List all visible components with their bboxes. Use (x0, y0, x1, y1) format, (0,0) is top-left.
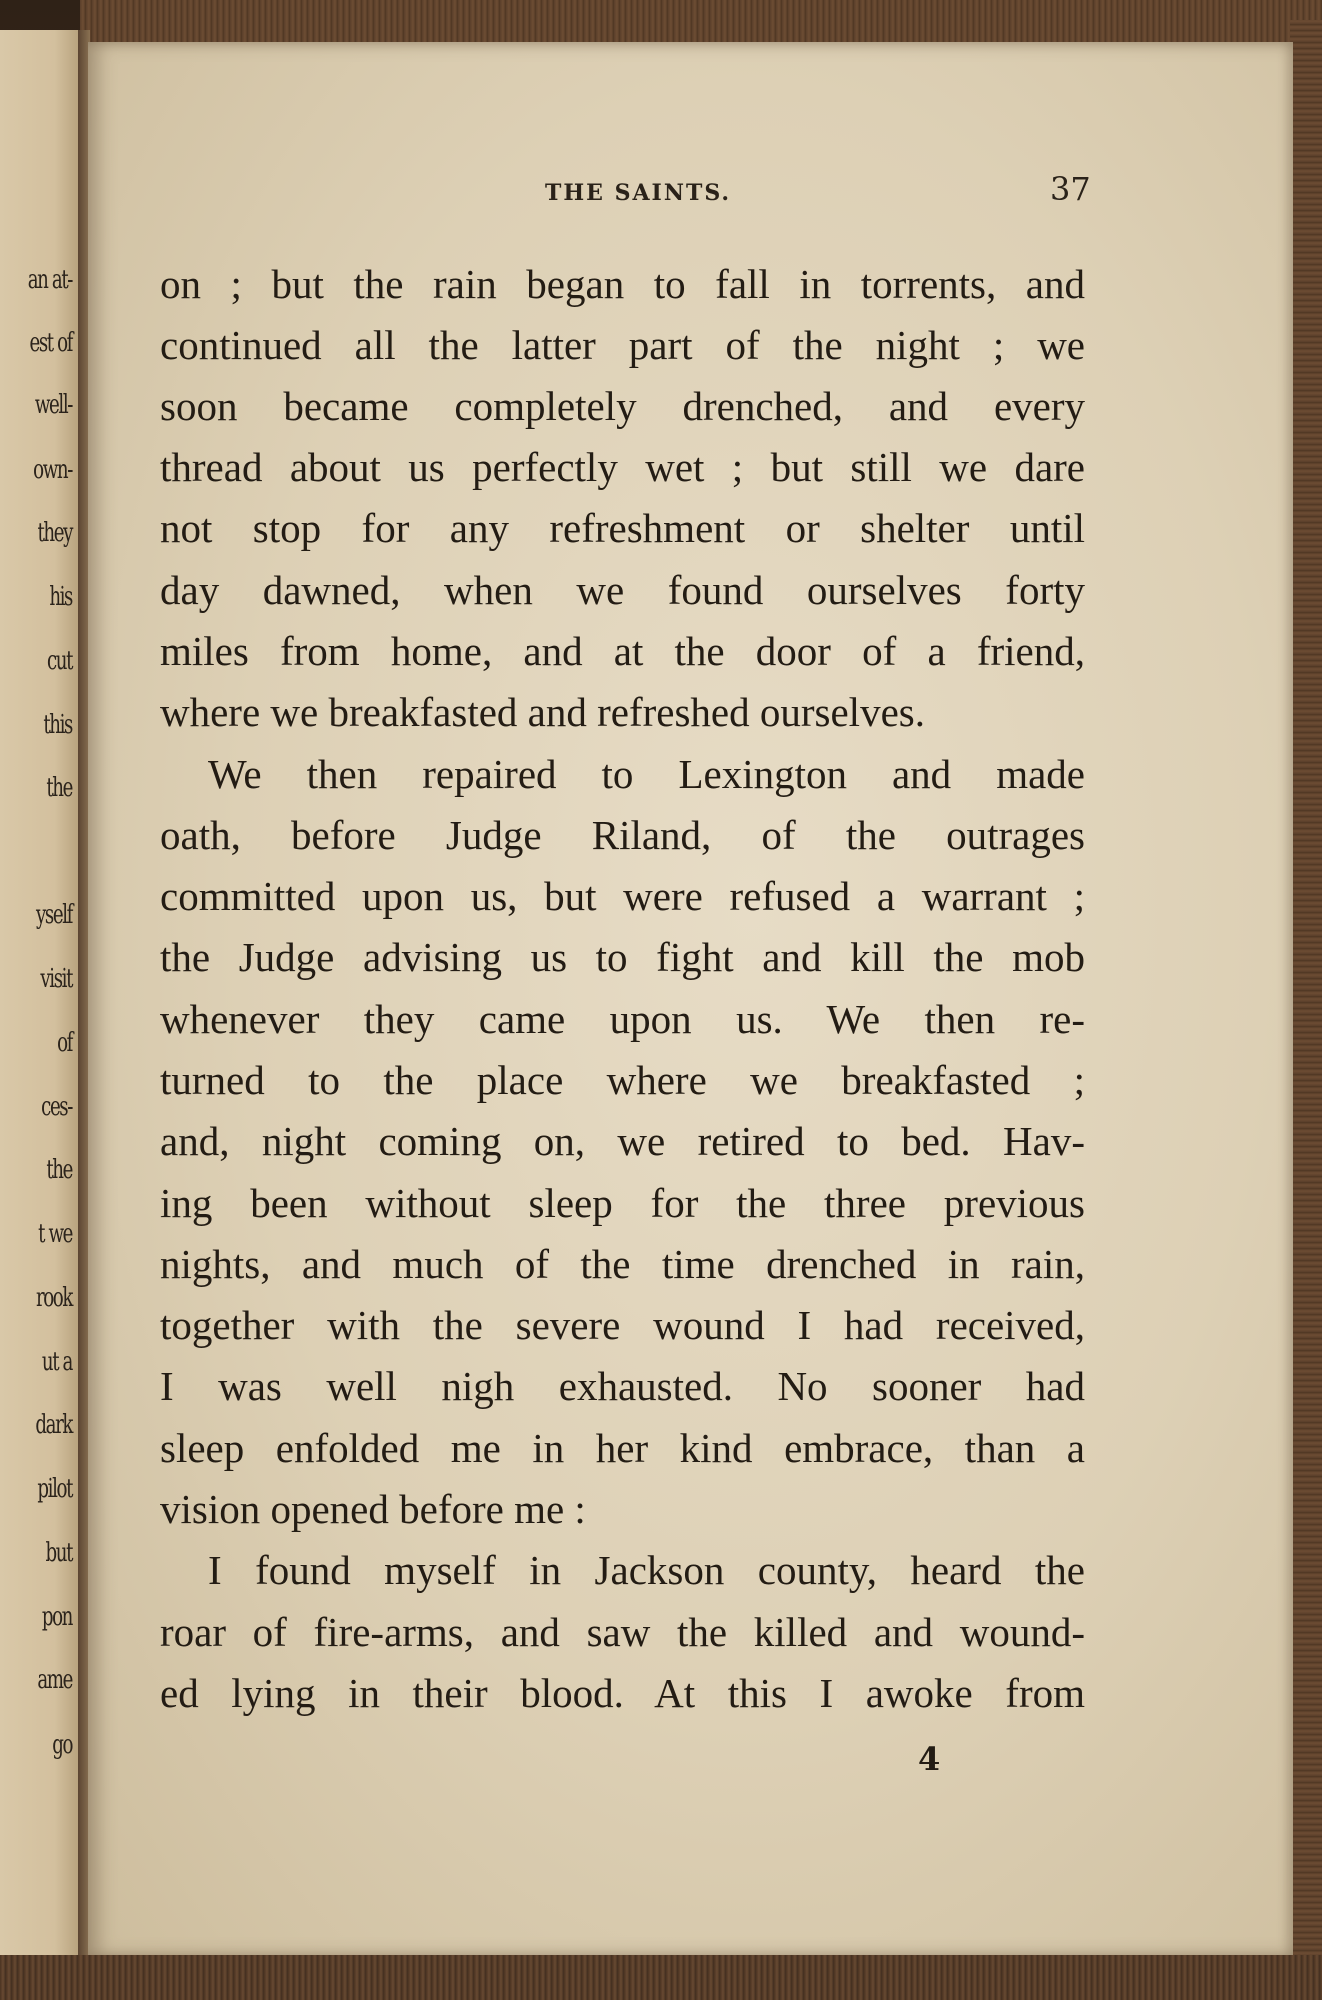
text-line: I found myself in Jackson county, heard the (208, 1547, 1085, 1593)
text-line: continued all the latter part of the night ; we (160, 322, 1085, 368)
text-line: the Judge advising us to fight and kill the mob (160, 934, 1085, 980)
left-fragment: cut (46, 646, 72, 676)
text-line: ed lying in their blood. At this I awoke from (160, 1670, 1085, 1716)
text-line: nights, and much of the time drenched in rain, (160, 1241, 1085, 1287)
left-fragment: the (46, 773, 72, 803)
text-line: day dawned, when we found ourselves forty (160, 567, 1085, 613)
page-number: 37 (1050, 170, 1091, 208)
left-fragment: they (37, 518, 72, 548)
binding-right-edge (1290, 20, 1322, 1980)
text-line: thread about us perfectly wet ; but still we dare (160, 444, 1085, 490)
left-fragment: own- (33, 455, 72, 485)
left-fragment: his (49, 582, 72, 612)
text-line: on ; but the rain began to fall in torrents, and (160, 261, 1085, 307)
left-fragment: t we (38, 1219, 72, 1249)
left-fragment: rook (35, 1283, 72, 1313)
text-line: whenever they came upon us. We then re- (160, 996, 1085, 1042)
left-fragment: visit (40, 964, 72, 994)
text-line: turned to the place where we breakfasted ; (160, 1057, 1085, 1103)
left-fragment: well- (34, 390, 72, 420)
text-line: together with the severe wound I had received, (160, 1302, 1085, 1348)
text-line: ing been without sleep for the three previous (160, 1180, 1085, 1226)
text-line: where we breakfasted and refreshed ourselves. (160, 689, 925, 735)
left-fragment: an at- (27, 265, 73, 295)
left-fragment: dark (35, 1410, 72, 1440)
text-line: and, night coming on, we retired to bed. Hav- (160, 1118, 1085, 1164)
text-line: soon became completely drenched, and every (160, 383, 1085, 429)
text-line: sleep enfolded me in her kind embrace, than a (160, 1425, 1085, 1471)
left-fragment: of (57, 1028, 72, 1058)
text-line: I was well nigh exhausted. No sooner had (160, 1363, 1085, 1409)
left-fragment: the (46, 1155, 72, 1185)
left-fragment: yself (36, 900, 72, 930)
left-fragment: pon (41, 1602, 72, 1632)
text-line: roar of fire-arms, and saw the killed and wound- (160, 1609, 1085, 1655)
text-line: oath, before Judge Riland, of the outrages (160, 812, 1085, 858)
left-fragment: but (45, 1538, 72, 1568)
left-fragment: this (43, 710, 72, 740)
binding-bottom-edge (0, 1955, 1322, 2000)
left-fragment: ut a (41, 1347, 72, 1377)
text-line: committed upon us, but were refused a warrant ; (160, 873, 1085, 919)
left-fragment: go (52, 1730, 72, 1760)
left-fragment: pilot (37, 1474, 72, 1504)
signature-mark: 4 (918, 1740, 941, 1778)
text-line: miles from home, and at the door of a friend, (160, 628, 1085, 674)
text-line: We then repaired to Lexington and made (208, 751, 1085, 797)
left-fragment: ame (37, 1665, 72, 1695)
running-head: THE SAINTS. (545, 180, 732, 206)
text-line: vision opened before me : (160, 1486, 586, 1532)
left-fragment: est of (29, 328, 72, 358)
text-line: not stop for any refreshment or shelter until (160, 505, 1085, 551)
left-page-remnant (0, 30, 81, 1960)
left-fragment: ces- (41, 1092, 72, 1122)
